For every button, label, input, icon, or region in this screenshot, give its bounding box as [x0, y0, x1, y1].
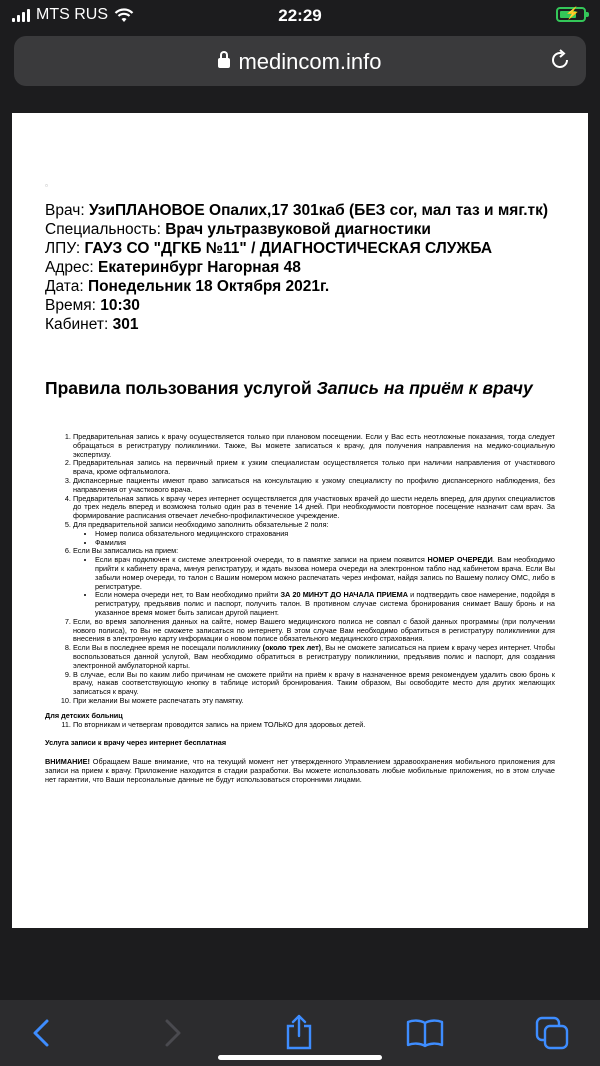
bookmarks-icon[interactable] [406, 1018, 444, 1048]
battery-charging-icon: ⚡ [556, 7, 586, 22]
warning-note: ВНИМАНИЕ! Обращаем Ваше внимание, что на текущий момент нет утвержденного Управлением здравоохранения мобильного приложения для записи на прием к врачу. Приложение находится в стадии разработки. Вы можете использовать любые мобильные приложения, но в этом случае нет гарантии, что Ваши персональные данные не будут использоваться сторонними лицами. [45, 757, 555, 784]
rule-item: 4. Предварительная запись к врачу через интернет осуществляется для участковых врачей до шести недель вперед, для других специалистов до трех недель вперед и возможна только один раз в течение 14 дней. При необходимости повторное посещение назначит сам врач. За формирование расписания отвечает лечебно-профилактическое учреждение. [73, 495, 555, 521]
rule-item: 6. Если Вы записались на прием: • Если врач подключен к системе электронной очереди, то в памятке записи на прием появится НОМЕР ОЧЕРЕДИ. Вам необходимо прийти к кабинету врача, минуя регистратуру, и ждать вызова номера очереди на электронном табло над кабинетом врача. Если Вы забыли номер очереди, то талон с Вашим номером можно распечатать через инфомат, найдя запись по Вашему полису ОМС, либо в регистратуре. • Если номера очереди нет, то Вам необходимо прийти ЗА 20 МИНУТ ДО НАЧАЛА ПРИЕМА и подтвердить свое намерение, подойдя в регистратуру, предъявив полис и паспорт, получить талон. В противном случае система бронирования снимает Вашу бронь и на указанное время может быть записан другой пациент. [73, 547, 555, 617]
rule-item: 3. Диспансерные пациенты имеют право записаться на консультацию к узкому специалисту по профилю диспансерного наблюдения, без направления от участкового врача. [73, 477, 555, 495]
home-indicator [218, 1055, 382, 1060]
rule-subitem: • Номер полиса обязательного медицинского страхования [95, 530, 555, 539]
lpu-value: ГАУЗ СО "ДГКБ №11" / ДИАГНОСТИЧЕСКАЯ СЛУЖБА [84, 240, 493, 257]
tabs-icon[interactable] [535, 1016, 569, 1050]
url-display[interactable] [14, 49, 586, 75]
address-line: Адрес: Екатеринбург Нагорная 48 [45, 259, 301, 276]
back-icon[interactable] [30, 1018, 54, 1048]
lpu-line: ЛПУ: ГАУЗ СО "ДГКБ №11" / ДИАГНОСТИЧЕСКАЯ СЛУЖБА [45, 240, 493, 257]
rule-item: 7. Если, во время заполнения данных на сайте, номер Вашего медицинского полиса не совпал с базой данных программы (при получении нового полиса), то Вы не сможете записаться по интернету. В этом случае Вам необходимо обратиться в регистратуру поликлиники для внесения в электронную карту информации о новом полисе обязательного медицинского страхования. [73, 618, 555, 644]
rule-item: 2. Предварительная запись на первичный прием к узким специалистам осуществляется только при наличии направления от участкового врача, кроме офтальмолога. [73, 459, 555, 477]
reload-icon[interactable] [548, 48, 572, 72]
bullet-marker: ▫ [45, 181, 48, 190]
doctor-value: УзиПЛАНОВОЕ Опалих,17 301каб (БЕЗ cor, мал таз и мяг.тк) [88, 202, 549, 219]
rule-subitem: • Если врач подключен к системе электронной очереди, то в памятке записи на прием появится НОМЕР ОЧЕРЕДИ. Вам необходимо прийти к кабинету врача, минуя регистратуру, и ждать вызова номера очереди на электронном табло над кабинетом врача. Если Вы забыли номер очереди, то талон с Вашим номером можно распечатать через инфомат, найдя запись по Вашему полису ОМС, либо в регистратуре. [95, 556, 555, 591]
doctor-line: Врач: УзиПЛАНОВОЕ Опалих,17 301каб (БЕЗ cor, мал таз и мяг.тк) [45, 202, 549, 219]
rule-subitem: • Фамилия [95, 539, 555, 548]
rule-item: 11. По вторникам и четвергам проводится запись на прием ТОЛЬКО для здоровых детей. [73, 721, 555, 730]
specialty-value: Врач ультразвуковой диагностики [165, 221, 431, 238]
lock-icon [218, 58, 230, 68]
cabinet-line: Кабинет: 301 [45, 316, 139, 333]
forward-icon[interactable] [160, 1018, 184, 1048]
rule-item: 5. Для предварительной записи необходимо заполнить обязательные 2 поля: • Номер полиса обязательного медицинского страхования • Фамилия [73, 521, 555, 547]
rule-item: 1. Предварительная запись к врачу осуществляется только при плановом посещении. Если у Вас есть неотложные показания, тогда следует обращаться в регистратуру поликлиники. Также, Вы можете записаться к врачу, для получения направления на медико-социальную экспертизу. [73, 433, 555, 459]
date-value: Понедельник 18 Октября 2021г. [87, 278, 330, 295]
rule-item: 8. Если Вы в последнее время не посещали поликлинику (около трех лет), Вы не сможете записаться на прием к врачу через интернет. Чтобы воспользоваться данной услугой, Вам необходимо обратиться в регистратуру поликлиники, предъявив полис и паспорт, для создания электронной амбулаторной карты. [73, 644, 555, 670]
rule-item: 10. При желании Вы можете распечатать эту памятку. [73, 697, 555, 706]
carrier-name: MTS RUS [36, 6, 108, 23]
address-bar[interactable] [14, 36, 586, 86]
web-page [12, 113, 588, 928]
specialty-line: Специальность: Врач ультразвуковой диагностики [45, 221, 431, 238]
status-bar [0, 0, 600, 30]
clock: 22:29 [278, 6, 322, 25]
domain-text: medincom.info [238, 49, 382, 74]
rules-list [45, 433, 555, 784]
children-heading: Для детских больниц [45, 710, 123, 720]
date-line: Дата: Понедельник 18 Октября 2021г. [45, 278, 330, 295]
rule-item: 9. В случае, если Вы по каким либо причинам не сможете прийти на приём к врачу в назначенное время рекомендуем удалить свою бронь к врачу, нажав соответствующую кнопку в таблице историй бронирования. Таким образом, Вы освободите место для других желающих записаться к врачу. [73, 671, 555, 697]
rule-subitem: • Если номера очереди нет, то Вам необходимо прийти ЗА 20 МИНУТ ДО НАЧАЛА ПРИЕМА и подтвердить свое намерение, подойдя в регистратуру, предъявив полис и паспорт, получить талон. В противном случае система бронирования снимает Вашу бронь и на указанное время может быть записан другой пациент. [95, 591, 555, 617]
internet-heading: Услуга записи к врачу через интернет бесплатная [45, 738, 227, 748]
address-value: Екатеринбург Нагорная 48 [98, 259, 301, 276]
share-icon[interactable] [283, 1014, 315, 1050]
appointment-info [45, 201, 555, 334]
cabinet-value: 301 [112, 316, 139, 333]
rules-title: Правила пользования услугой Запись на приём к врачу [45, 378, 533, 398]
time-value: 10:30 [100, 297, 140, 314]
time-line: Время: 10:30 [45, 297, 140, 314]
